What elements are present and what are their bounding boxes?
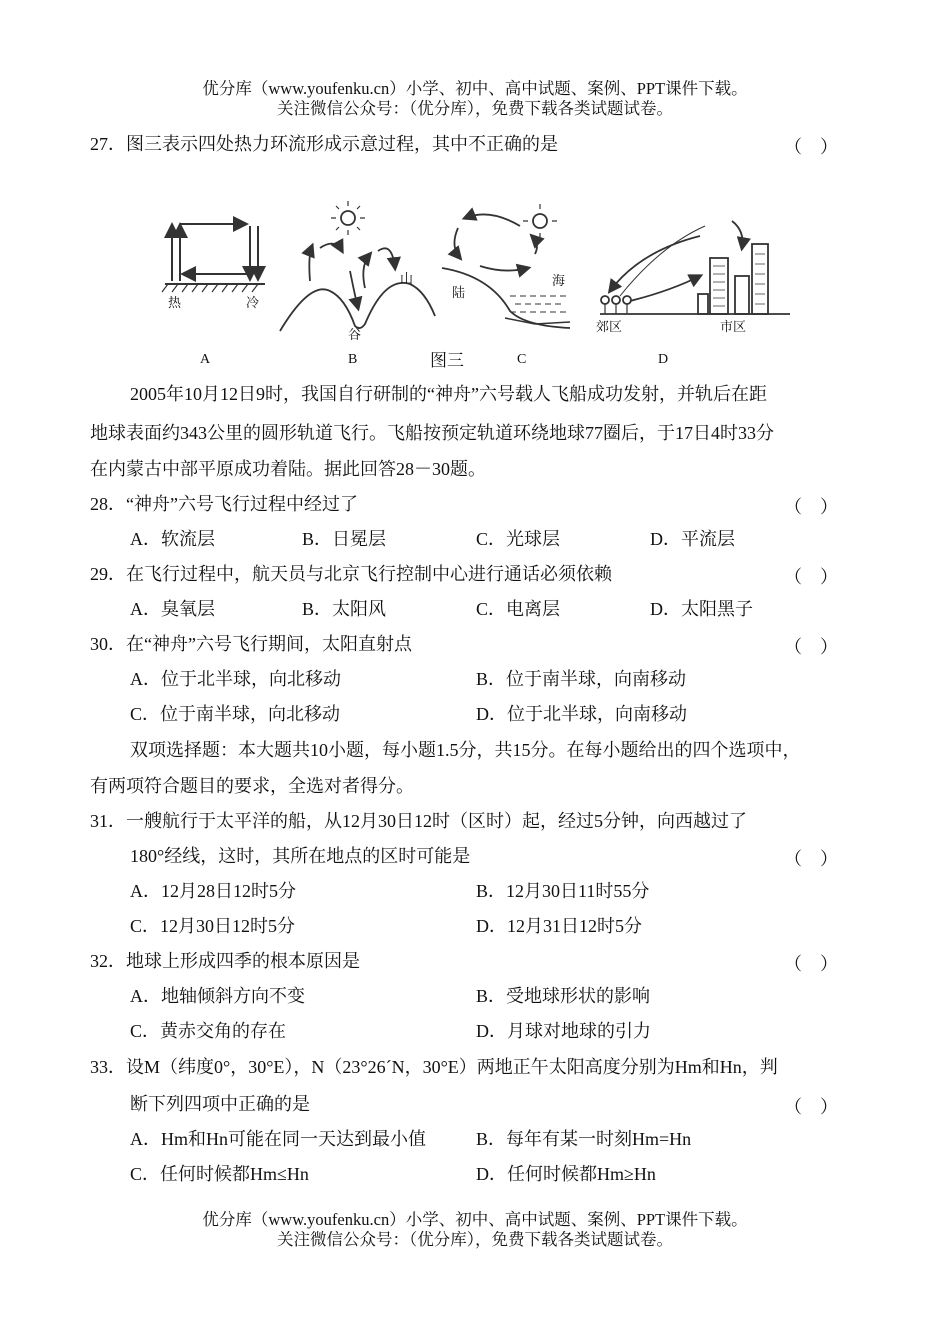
q33-option-c: C．任何时候都Hm≤Hn <box>130 1164 309 1184</box>
q30-option-b: B．位于南半球，向南移动 <box>476 669 687 689</box>
q30-option-c: C．位于南半球，向北移动 <box>130 704 341 724</box>
q33-option-d: D．任何时候都Hm≥Hn <box>476 1164 656 1184</box>
q28-stem: 28．“神舟”六号飞行过程中经过了 <box>90 494 358 514</box>
q28-option-d: D．平流层 <box>650 529 735 549</box>
figure-title: 图三 <box>430 351 464 370</box>
passage-line-2: 地球表面约343公里的圆形轨道飞行。飞船按预定轨道环绕地球77圈后，于17日4时33分 <box>90 423 774 443</box>
q30-answer-paren: （ ） <box>784 637 838 657</box>
label-suburb: 郊区 <box>596 319 623 334</box>
figure-3 <box>160 196 800 381</box>
section-intro-line-1: 双项选择题：本大题共10小题，每小题1.5分，共15分。在每小题给出的四个选项中， <box>130 740 801 760</box>
diagram-b <box>280 201 435 331</box>
label-land: 陆 <box>452 285 466 300</box>
label-city: 市区 <box>720 319 747 334</box>
footer-line-2: 关注微信公众号：（优分库），免费下载各类试题试卷。 <box>277 1230 673 1249</box>
header-line-1: 优分库（www.youfenku.cn）小学、初中、高中试题、案例、PPT课件下载。 <box>202 79 748 98</box>
q29-option-b: B．太阳风 <box>302 599 387 619</box>
q28-option-b: B．日冕层 <box>302 529 387 549</box>
q29-option-a: A．臭氧层 <box>130 599 215 619</box>
caption-b: B <box>348 352 358 367</box>
label-sea: 海 <box>552 273 566 288</box>
q32-option-d: D．月球对地球的引力 <box>476 1021 651 1041</box>
q33-answer-paren: （ ） <box>784 1097 838 1117</box>
q33-option-a: A．Hm和Hn可能在同一天达到最小值 <box>130 1129 426 1149</box>
q29-stem: 29．在飞行过程中，航天员与北京飞行控制中心进行通话必须依赖 <box>90 564 612 584</box>
passage-line-1: 2005年10月12日9时，我国自行研制的“神舟”六号载人飞船成功发射，并轨后在距 <box>130 384 767 404</box>
footer-line-1: 优分库（www.youfenku.cn）小学、初中、高中试题、案例、PPT课件下载。 <box>202 1210 748 1229</box>
q30-option-a: A．位于北半球，向北移动 <box>130 669 341 689</box>
q27-stem: 27．图三表示四处热力环流形成示意过程，其中不正确的是 <box>90 134 558 154</box>
q29-option-c: C．电离层 <box>476 599 561 619</box>
q33-option-b: B．每年有某一时刻Hm=Hn <box>476 1129 692 1149</box>
diagram-a <box>162 224 265 292</box>
q32-option-c: C．黄赤交角的存在 <box>130 1021 287 1041</box>
label-mountain: 山 <box>400 271 414 286</box>
diagram-c <box>442 204 570 328</box>
q28-option-c: C．光球层 <box>476 529 561 549</box>
q31-stem-line-1: 31．一艘航行于太平洋的船，从12月30日12时（区时）起，经过5分钟，向西越过了 <box>90 811 747 831</box>
q31-stem-line-2: 180°经线，这时，其所在地点的区时可能是 <box>130 846 471 866</box>
q29-option-d: D．太阳黑子 <box>650 599 753 619</box>
q31-option-a: A．12月28日12时5分 <box>130 881 296 901</box>
q28-option-a: A．软流层 <box>130 529 215 549</box>
passage-line-3: 在内蒙古中部平原成功着陆。据此回答28－30题。 <box>90 459 486 479</box>
q27-answer-paren: （ ） <box>784 137 838 157</box>
q31-answer-paren: （ ） <box>784 849 838 869</box>
label-hot: 热 <box>168 295 182 310</box>
q31-option-b: B．12月30日11时55分 <box>476 881 650 901</box>
diagram-d <box>600 221 790 314</box>
q32-stem: 32．地球上形成四季的根本原因是 <box>90 951 360 971</box>
q30-stem: 30．在“神舟”六号飞行期间，太阳直射点 <box>90 634 412 654</box>
label-valley: 谷 <box>348 327 362 342</box>
q28-answer-paren: （ ） <box>784 497 838 517</box>
q31-option-d: D．12月31日12时5分 <box>476 916 642 936</box>
caption-d: D <box>658 352 669 367</box>
section-intro-line-2: 有两项符合题目的要求，全选对者得分。 <box>90 776 414 796</box>
q32-option-b: B．受地球形状的影响 <box>476 986 651 1006</box>
q30-option-d: D．位于北半球，向南移动 <box>476 704 687 724</box>
q32-option-a: A．地轴倾斜方向不变 <box>130 986 305 1006</box>
q32-answer-paren: （ ） <box>784 954 838 974</box>
header-line-2: 关注微信公众号：（优分库），免费下载各类试题试卷。 <box>277 99 673 118</box>
label-cold: 冷 <box>246 295 260 310</box>
q33-stem-line-2: 断下列四项中正确的是 <box>130 1094 310 1114</box>
q29-answer-paren: （ ） <box>784 567 838 587</box>
caption-a: A <box>200 352 211 367</box>
caption-c: C <box>517 352 527 367</box>
q31-option-c: C．12月30日12时5分 <box>130 916 296 936</box>
figure-3-diagram <box>160 196 800 376</box>
q33-stem-line-1: 33．设M（纬度0°，30°E），N（23°26´N，30°E）两地正午太阳高度分别为Hm和Hn，判 <box>90 1057 778 1077</box>
